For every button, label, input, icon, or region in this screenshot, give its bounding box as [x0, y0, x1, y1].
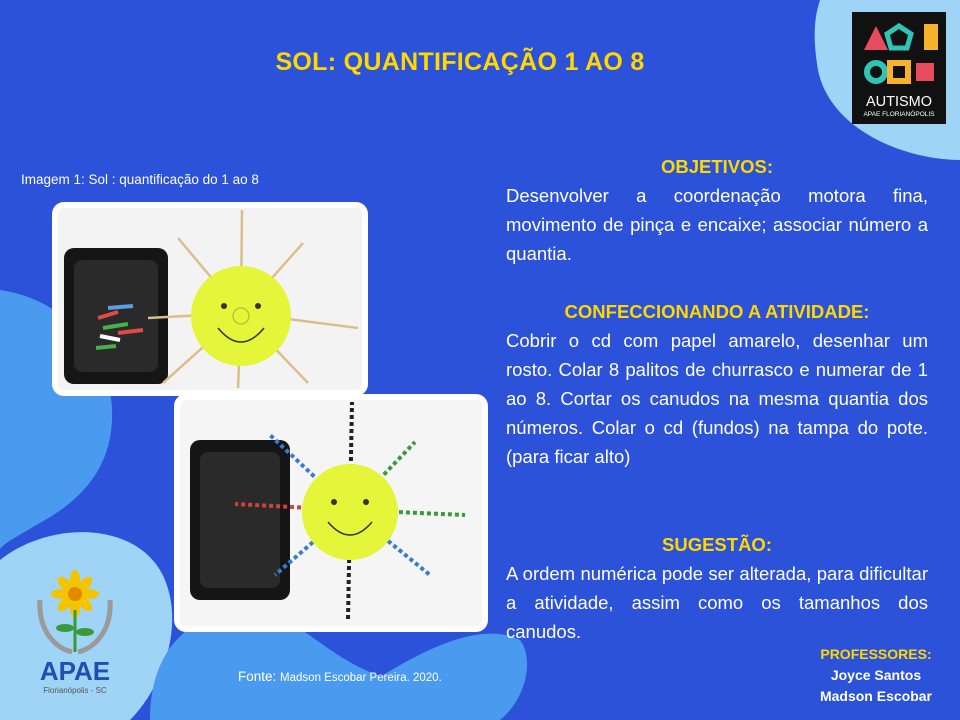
image-source	[238, 669, 442, 684]
making-section	[506, 297, 928, 471]
suggestion-text: A ordem numérica pode ser alterada, para dificultar a atividade, assim como os tamanhos dos canudos.	[506, 563, 928, 642]
source-author: Madson Escobar Pereira. 2020.	[280, 672, 442, 684]
apae-flower-icon	[10, 560, 140, 660]
autismo-logo-sub: APAE FLORIANÓPOLIS	[863, 111, 935, 118]
image-caption: Imagem 1: Sol : quantificação do 1 ao 8	[21, 172, 259, 187]
sun-activity-image-2	[180, 400, 482, 626]
suggestion-section	[506, 530, 928, 646]
teacher-name: Madson Escobar	[819, 688, 932, 704]
source-label: Fonte:	[238, 669, 277, 684]
apae-logo	[10, 560, 140, 710]
making-text: Cobrir o cd com papel amarelo, desenhar um rosto. Colar 8 palitos de churrasco e numerar de 1 ao 8. Cortar os canudos na mesma quantia dos números. Colar o cd (fundos) na tampa do pote. (para ficar alto)	[506, 330, 928, 467]
teachers-heading: PROFESSORES:	[820, 646, 932, 662]
teachers-block	[820, 644, 932, 707]
autismo-logo-name: AUTISMO	[865, 94, 933, 110]
sun-activity-image-1	[58, 208, 362, 390]
apae-logo-name: APAE	[39, 656, 111, 686]
photo-sun-activity-2	[180, 400, 482, 626]
autismo-logo	[852, 12, 946, 124]
photo-sun-activity-1	[58, 208, 362, 390]
objectives-heading: OBJETIVOS:	[660, 156, 774, 177]
page-title: SOL: QUANTIFICAÇÃO 1 AO 8	[275, 48, 645, 76]
objectives-section	[506, 152, 928, 268]
objectives-text: Desenvolver a coordenação motora fina, movimento de pinça e encaixe; associar número a quantia.	[506, 185, 928, 264]
suggestion-heading: SUGESTÃO:	[662, 534, 772, 555]
teacher-name: Joyce Santos	[830, 667, 922, 683]
making-heading: CONFECCIONANDO A ATIVIDADE:	[564, 301, 870, 322]
apae-logo-sub: Florianópolis - SC	[43, 686, 107, 695]
